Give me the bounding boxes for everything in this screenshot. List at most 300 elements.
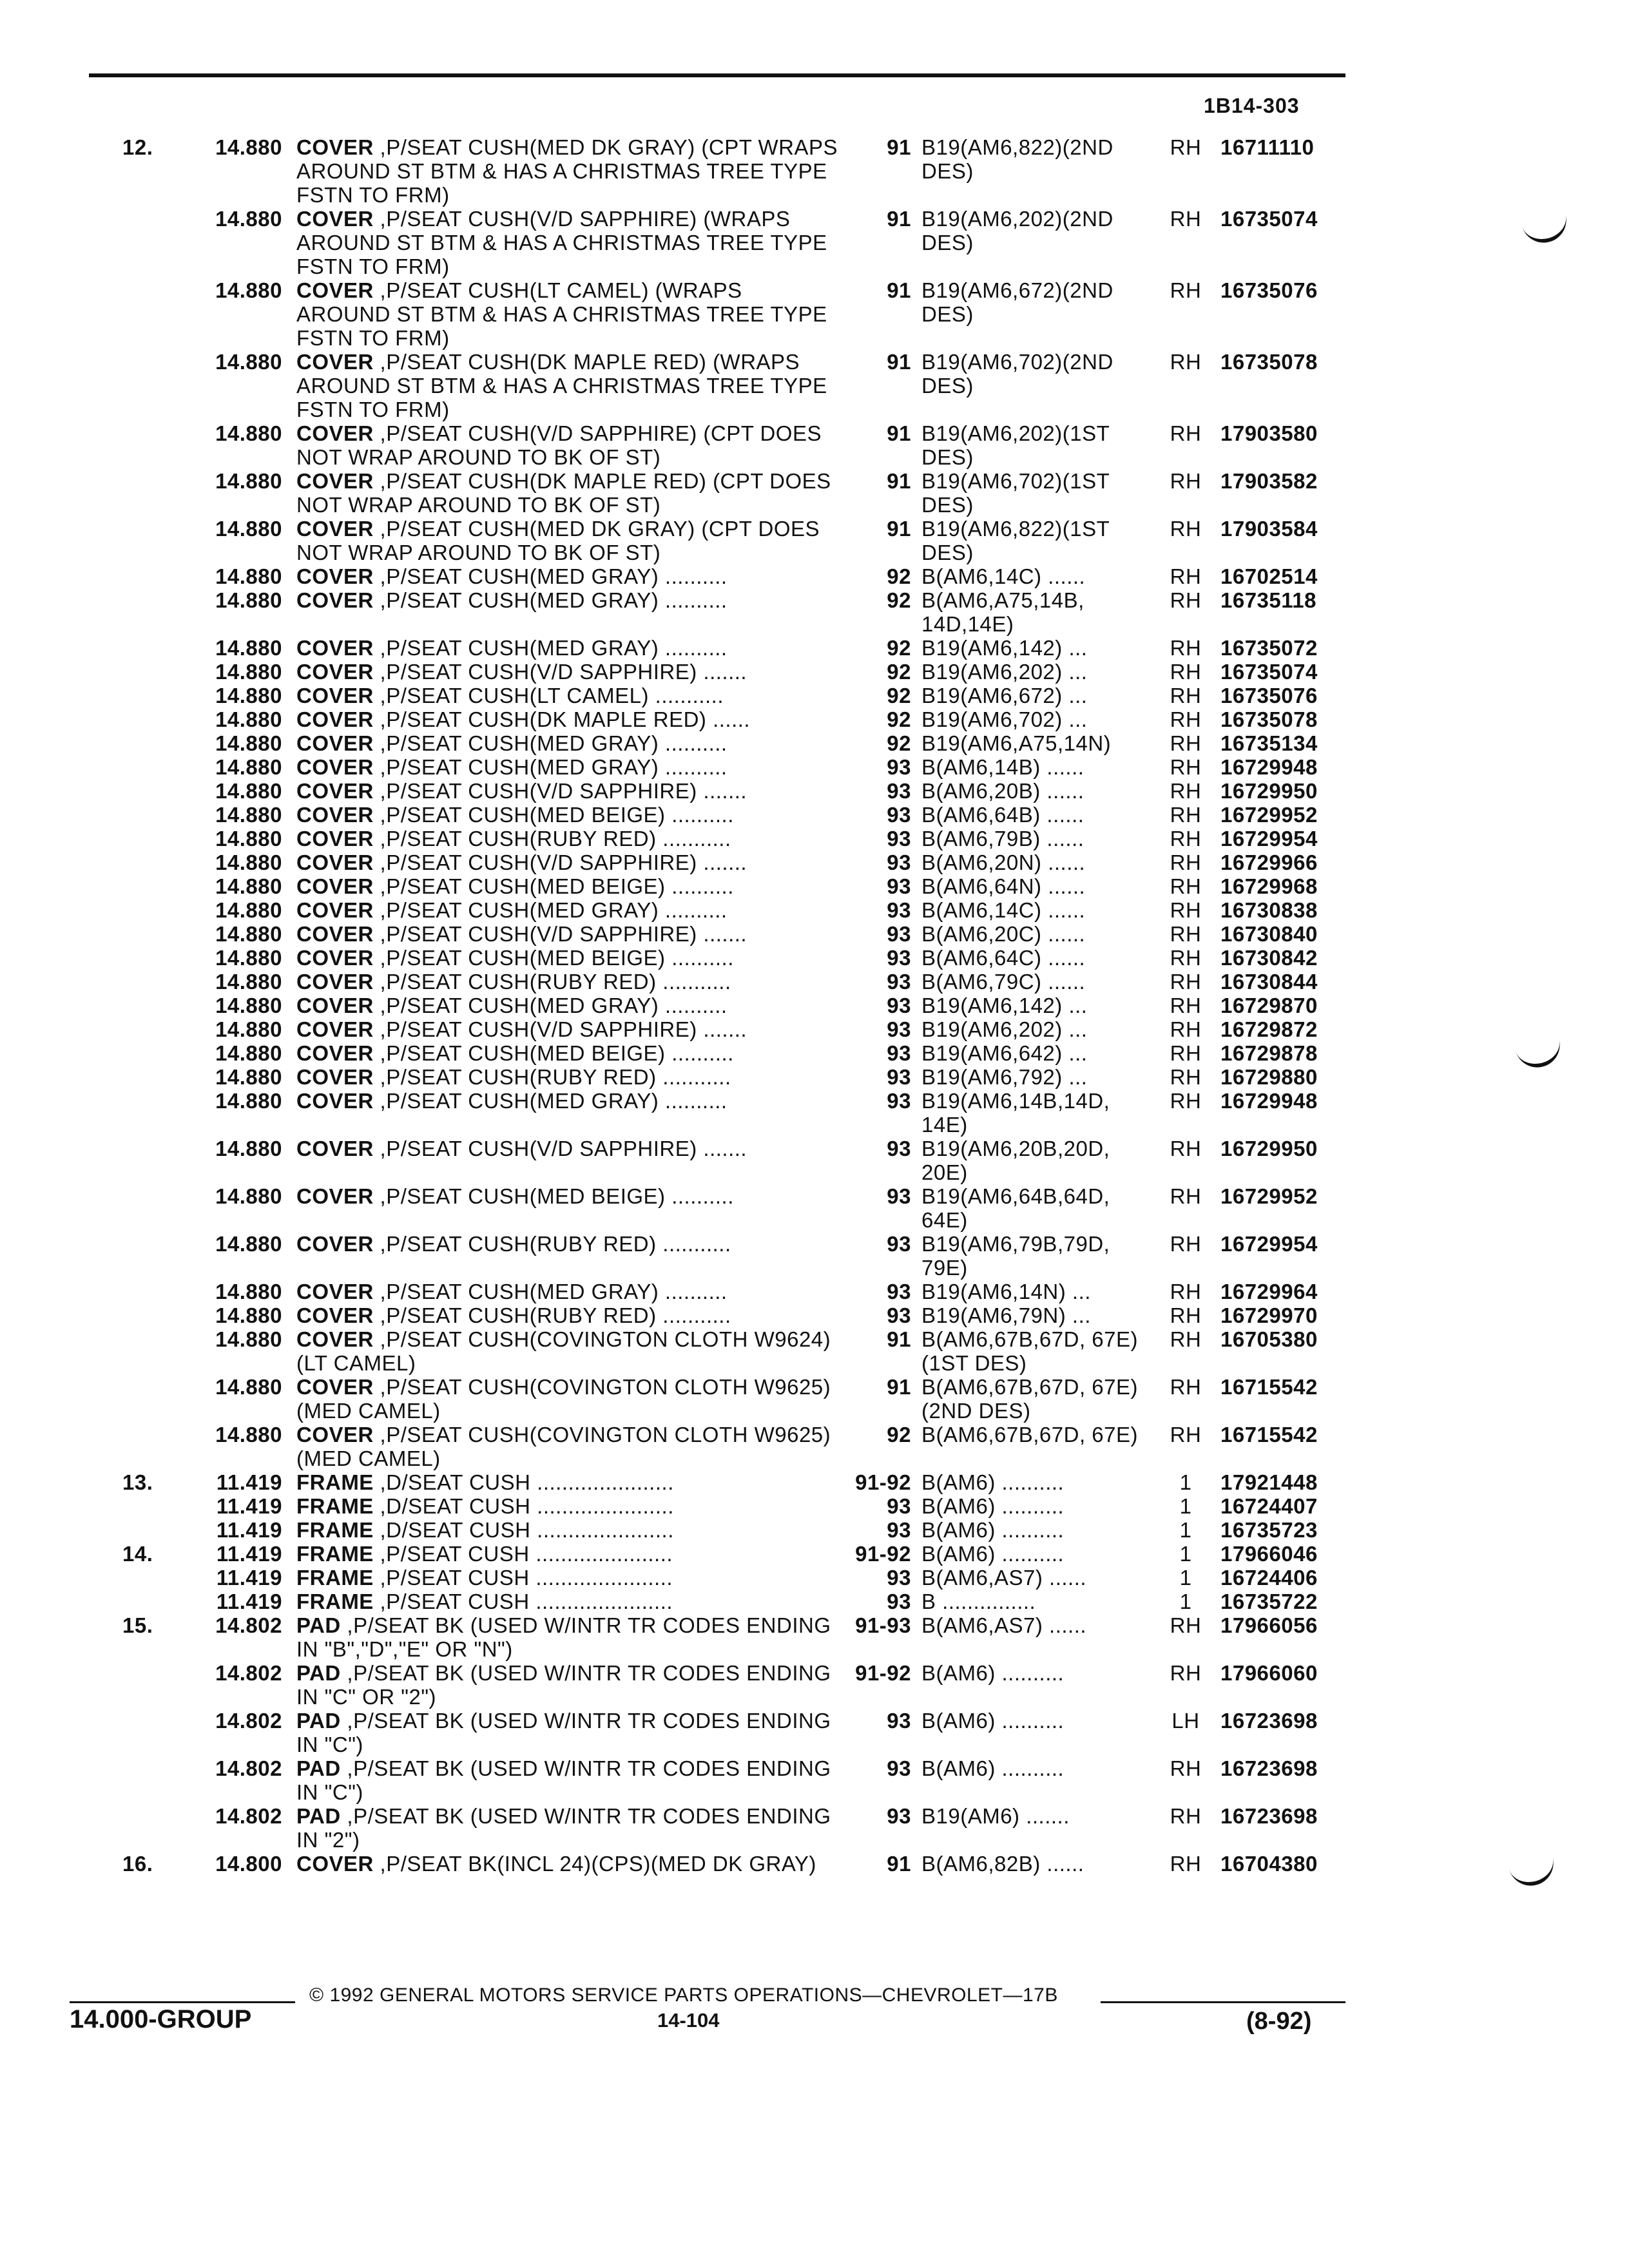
body-code: B19(AM6,64B,64D, 64E) bbox=[921, 1184, 1110, 1232]
part-name: COVER bbox=[296, 898, 374, 922]
part-detail: ,P/SEAT CUSH(MED BEIGE) .......... bbox=[373, 1041, 734, 1065]
part-detail: ,P/SEAT CUSH(MED GRAY) .......... bbox=[373, 588, 728, 612]
table-row bbox=[122, 755, 1360, 779]
part-name: FRAME bbox=[296, 1542, 374, 1566]
part-number: 16730844 bbox=[1220, 970, 1318, 994]
group-number: 11.419 bbox=[216, 1494, 282, 1518]
part-name: COVER bbox=[296, 469, 374, 493]
table-row bbox=[122, 731, 1360, 755]
table-row bbox=[122, 946, 1360, 970]
description bbox=[296, 1137, 844, 1160]
part-number: 16729948 bbox=[1220, 755, 1318, 779]
group-number: 11.419 bbox=[216, 1566, 282, 1590]
part-detail: ,P/SEAT CUSH(V/D SAPPHIRE) (WRAPS AROUND ST BTM & HAS A CHRISTMAS TREE TYPE FSTN TO FRM) bbox=[296, 207, 827, 278]
part-detail: ,P/SEAT CUSH(MED GRAY) .......... bbox=[373, 564, 728, 588]
part-number: 16729872 bbox=[1220, 1017, 1318, 1041]
part-number: 16723698 bbox=[1220, 1804, 1318, 1828]
part-name: COVER bbox=[296, 1089, 374, 1113]
part-detail: ,P/SEAT CUSH(COVINGTON CLOTH W9625)(MED CAMEL) bbox=[296, 1423, 831, 1470]
part-name: COVER bbox=[296, 684, 374, 707]
description bbox=[296, 1709, 844, 1756]
part-number: 16735134 bbox=[1220, 731, 1318, 755]
group-number: 14.880 bbox=[215, 1017, 282, 1041]
table-row bbox=[122, 827, 1360, 850]
table-row bbox=[122, 1280, 1360, 1303]
description bbox=[296, 1852, 844, 1876]
group-number: 11.419 bbox=[216, 1518, 282, 1542]
model-year: 93 bbox=[887, 1518, 911, 1542]
group-number: 14.880 bbox=[215, 660, 282, 684]
part-name: COVER bbox=[296, 660, 374, 684]
group-number: 14.880 bbox=[215, 350, 282, 374]
table-row bbox=[122, 1494, 1360, 1518]
group-number: 14.880 bbox=[215, 1303, 282, 1327]
group-number: 14.880 bbox=[215, 1280, 282, 1303]
table-row bbox=[122, 469, 1360, 517]
quantity: 1 bbox=[1179, 1566, 1192, 1590]
description bbox=[296, 803, 844, 827]
body-code: B19(AM6,79B,79D, 79E) bbox=[921, 1232, 1110, 1280]
scan-mark bbox=[1509, 1857, 1559, 1891]
part-name: COVER bbox=[296, 1280, 374, 1303]
part-number: 16715542 bbox=[1220, 1375, 1318, 1399]
part-number: 16735722 bbox=[1220, 1590, 1318, 1613]
model-year: 91 bbox=[887, 1852, 911, 1876]
body-code: B(AM6,AS7) ...... bbox=[921, 1613, 1087, 1637]
quantity: RH bbox=[1170, 1661, 1202, 1685]
group-number: 14.880 bbox=[215, 684, 282, 707]
model-year: 93 bbox=[887, 850, 911, 874]
part-number: 16702514 bbox=[1220, 564, 1318, 588]
part-number: 16729966 bbox=[1220, 850, 1318, 874]
quantity: RH bbox=[1170, 207, 1202, 231]
part-name: COVER bbox=[296, 755, 374, 779]
quantity: 1 bbox=[1179, 1590, 1192, 1613]
body-code: B19(AM6,142) ... bbox=[921, 994, 1088, 1017]
copyright-notice: © 1992 GENERAL MOTORS SERVICE PARTS OPERATIONS—CHEVROLET—17B bbox=[309, 1984, 1058, 2006]
group-number: 14.880 bbox=[215, 1232, 282, 1256]
table-row bbox=[122, 588, 1360, 636]
part-name: COVER bbox=[296, 946, 374, 970]
part-number: 17966060 bbox=[1220, 1661, 1318, 1685]
group-number: 14.880 bbox=[215, 1375, 282, 1399]
model-year: 91 bbox=[887, 517, 911, 541]
model-year: 93 bbox=[887, 994, 911, 1017]
description bbox=[296, 707, 844, 731]
body-code: B(AM6,64N) ...... bbox=[921, 874, 1086, 898]
description bbox=[296, 1590, 844, 1613]
description bbox=[296, 755, 844, 779]
part-name: COVER bbox=[296, 1065, 374, 1089]
part-number: 16729968 bbox=[1220, 874, 1318, 898]
scan-mark bbox=[1516, 1039, 1565, 1073]
group-number: 14.880 bbox=[215, 827, 282, 850]
part-detail: ,P/SEAT BK (USED W/INTR TR CODES ENDING IN "B","D","E" OR "N") bbox=[296, 1613, 831, 1661]
table-row bbox=[122, 278, 1360, 350]
part-number: 16729878 bbox=[1220, 1041, 1318, 1065]
part-detail: ,P/SEAT BK(INCL 24)(CPS)(MED DK GRAY) bbox=[373, 1852, 816, 1876]
description bbox=[296, 1184, 844, 1208]
model-year: 93 bbox=[887, 755, 911, 779]
table-row bbox=[122, 850, 1360, 874]
part-number: 16729870 bbox=[1220, 994, 1318, 1017]
part-name: COVER bbox=[296, 994, 374, 1017]
group-number: 14.880 bbox=[215, 898, 282, 922]
body-code: B19(AM6,672)(2ND DES) bbox=[921, 278, 1113, 326]
model-year: 91-93 bbox=[855, 1613, 911, 1637]
part-number: 16729952 bbox=[1220, 803, 1318, 827]
part-detail: ,P/SEAT BK (USED W/INTR TR CODES ENDING IN "C") bbox=[296, 1756, 831, 1804]
body-code: B19(AM6,20B,20D, 20E) bbox=[921, 1137, 1110, 1184]
part-number: 16729970 bbox=[1220, 1303, 1318, 1327]
group-number: 14.880 bbox=[215, 564, 282, 588]
group-number: 14.880 bbox=[215, 135, 282, 159]
group-number: 14.880 bbox=[215, 636, 282, 660]
table-row bbox=[122, 1065, 1360, 1089]
model-year: 93 bbox=[887, 1804, 911, 1828]
group-number: 11.419 bbox=[216, 1590, 282, 1613]
quantity: RH bbox=[1170, 994, 1202, 1017]
part-name: COVER bbox=[296, 1137, 374, 1160]
model-year: 92 bbox=[887, 636, 911, 660]
table-row bbox=[122, 1756, 1360, 1804]
body-code: B(AM6,64B) ...... bbox=[921, 803, 1084, 827]
quantity: RH bbox=[1170, 1423, 1202, 1446]
part-name: COVER bbox=[296, 850, 374, 874]
part-name: COVER bbox=[296, 588, 374, 612]
table-row bbox=[122, 779, 1360, 803]
quantity: RH bbox=[1170, 1017, 1202, 1041]
part-number: 16729950 bbox=[1220, 1137, 1318, 1160]
body-code: B(AM6) .......... bbox=[921, 1470, 1065, 1494]
model-year: 92 bbox=[887, 1423, 911, 1446]
part-name: COVER bbox=[296, 1041, 374, 1065]
body-code: B19(AM6,672) ... bbox=[921, 684, 1088, 707]
part-name: PAD bbox=[296, 1756, 341, 1780]
model-year: 91 bbox=[887, 469, 911, 493]
model-year: 92 bbox=[887, 707, 911, 731]
part-number: 16704380 bbox=[1220, 1852, 1318, 1876]
table-row bbox=[122, 684, 1360, 707]
table-row bbox=[122, 636, 1360, 660]
body-code: B(AM6) .......... bbox=[921, 1709, 1065, 1733]
model-year: 91-92 bbox=[855, 1470, 911, 1494]
body-code: B(AM6,67B,67D, 67E)(2ND DES) bbox=[921, 1375, 1138, 1423]
part-number: 16735076 bbox=[1220, 684, 1318, 707]
part-detail: ,P/SEAT CUSH(RUBY RED) ........... bbox=[373, 970, 731, 994]
model-year: 91 bbox=[887, 1375, 911, 1399]
part-detail: ,P/SEAT CUSH(V/D SAPPHIRE) ....... bbox=[373, 1017, 747, 1041]
model-year: 93 bbox=[887, 1065, 911, 1089]
group-number: 14.880 bbox=[215, 755, 282, 779]
part-number: 16729964 bbox=[1220, 1280, 1318, 1303]
part-detail: ,P/SEAT CUSH(COVINGTON CLOTH W9624)(LT CAMEL) bbox=[296, 1327, 831, 1375]
body-code: B(AM6,67B,67D, 67E) bbox=[921, 1423, 1138, 1446]
part-number: 17903580 bbox=[1220, 421, 1318, 445]
description bbox=[296, 1542, 844, 1566]
description bbox=[296, 1423, 844, 1470]
description bbox=[296, 1232, 844, 1256]
table-row bbox=[122, 564, 1360, 588]
table-row bbox=[122, 1184, 1360, 1232]
part-name: FRAME bbox=[296, 1518, 374, 1542]
part-detail: ,P/SEAT CUSH(RUBY RED) ........... bbox=[373, 1232, 731, 1256]
body-code: B19(AM6,14N) ... bbox=[921, 1280, 1091, 1303]
part-name: COVER bbox=[296, 1852, 374, 1876]
part-number: 16729954 bbox=[1220, 1232, 1318, 1256]
description bbox=[296, 827, 844, 850]
part-name: COVER bbox=[296, 350, 374, 374]
description bbox=[296, 135, 844, 207]
model-year: 93 bbox=[887, 1184, 911, 1208]
part-detail: ,P/SEAT CUSH(MED BEIGE) .......... bbox=[373, 803, 734, 827]
description bbox=[296, 684, 844, 707]
quantity: RH bbox=[1170, 898, 1202, 922]
part-detail: ,P/SEAT BK (USED W/INTR TR CODES ENDING IN "C") bbox=[296, 1709, 831, 1756]
description bbox=[296, 731, 844, 755]
part-name: COVER bbox=[296, 278, 374, 302]
table-row bbox=[122, 707, 1360, 731]
model-year: 93 bbox=[887, 946, 911, 970]
model-year: 93 bbox=[887, 1566, 911, 1590]
group-number: 14.880 bbox=[215, 1184, 282, 1208]
quantity: RH bbox=[1170, 1375, 1202, 1399]
revision-date: (8-92) bbox=[1246, 2008, 1312, 2035]
group-number: 14.880 bbox=[215, 1137, 282, 1160]
model-year: 91 bbox=[887, 135, 911, 159]
table-row bbox=[122, 1303, 1360, 1327]
group-number: 14.880 bbox=[215, 850, 282, 874]
part-detail: ,P/SEAT CUSH(V/D SAPPHIRE) ....... bbox=[373, 1137, 747, 1160]
quantity: RH bbox=[1170, 1041, 1202, 1065]
table-row bbox=[122, 994, 1360, 1017]
model-year: 93 bbox=[887, 1232, 911, 1256]
description bbox=[296, 207, 844, 278]
part-name: COVER bbox=[296, 1184, 374, 1208]
body-code: B19(AM6,142) ... bbox=[921, 636, 1088, 660]
quantity: 1 bbox=[1179, 1470, 1192, 1494]
page-reference: 1B14-303 bbox=[1204, 94, 1300, 117]
quantity: RH bbox=[1170, 779, 1202, 803]
quantity: RH bbox=[1170, 135, 1202, 159]
model-year: 92 bbox=[887, 660, 911, 684]
table-row bbox=[122, 1375, 1360, 1423]
model-year: 92 bbox=[887, 588, 911, 612]
body-code: B(AM6) .......... bbox=[921, 1518, 1065, 1542]
description bbox=[296, 1661, 844, 1709]
part-name: COVER bbox=[296, 731, 374, 755]
description bbox=[296, 1375, 844, 1423]
model-year: 93 bbox=[887, 1041, 911, 1065]
part-number: 16729950 bbox=[1220, 779, 1318, 803]
part-name: FRAME bbox=[296, 1470, 374, 1494]
part-number: 16724406 bbox=[1220, 1566, 1318, 1590]
item-number: 16. bbox=[122, 1852, 153, 1876]
part-detail: ,P/SEAT CUSH(DK MAPLE RED) ...... bbox=[373, 707, 751, 731]
group-number: 14.800 bbox=[215, 1852, 282, 1876]
group-number: 14.880 bbox=[215, 970, 282, 994]
table-row bbox=[122, 1661, 1360, 1709]
table-row bbox=[122, 1566, 1360, 1590]
part-name: FRAME bbox=[296, 1590, 374, 1613]
description bbox=[296, 1327, 844, 1375]
quantity: RH bbox=[1170, 1613, 1202, 1637]
part-detail: ,P/SEAT CUSH ...................... bbox=[373, 1542, 673, 1566]
part-number: 16729954 bbox=[1220, 827, 1318, 850]
scan-mark bbox=[1522, 214, 1572, 248]
description bbox=[296, 564, 844, 588]
part-number: 16715542 bbox=[1220, 1423, 1318, 1446]
description bbox=[296, 1041, 844, 1065]
group-number: 14.880 bbox=[215, 1423, 282, 1446]
part-detail: ,P/SEAT BK (USED W/INTR TR CODES ENDING IN "C" OR "2") bbox=[296, 1661, 831, 1709]
table-row bbox=[122, 1327, 1360, 1375]
group-number: 14.880 bbox=[215, 207, 282, 231]
body-code: B19(AM6,702)(2ND DES) bbox=[921, 350, 1113, 398]
part-name: COVER bbox=[296, 1327, 374, 1351]
body-code: B19(AM6) ....... bbox=[921, 1804, 1070, 1828]
group-number: 14.880 bbox=[215, 588, 282, 612]
part-detail: ,P/SEAT CUSH(MED GRAY) .......... bbox=[373, 755, 728, 779]
part-number: 17903584 bbox=[1220, 517, 1318, 541]
model-year: 93 bbox=[887, 898, 911, 922]
part-detail: ,P/SEAT CUSH(MED GRAY) .......... bbox=[373, 636, 728, 660]
part-name: COVER bbox=[296, 1423, 374, 1446]
model-year: 93 bbox=[887, 1590, 911, 1613]
body-code: B19(AM6,14B,14D, 14E) bbox=[921, 1089, 1110, 1137]
part-number: 16735723 bbox=[1220, 1518, 1318, 1542]
part-number: 17921448 bbox=[1220, 1470, 1318, 1494]
description bbox=[296, 994, 844, 1017]
part-number: 16735078 bbox=[1220, 707, 1318, 731]
part-detail: ,P/SEAT CUSH(MED BEIGE) .......... bbox=[373, 1184, 734, 1208]
group-label: 14.000-GROUP bbox=[70, 2005, 252, 2033]
quantity: RH bbox=[1170, 1232, 1202, 1256]
quantity: RH bbox=[1170, 755, 1202, 779]
model-year: 91-92 bbox=[855, 1542, 911, 1566]
model-year: 93 bbox=[887, 803, 911, 827]
description bbox=[296, 636, 844, 660]
page-number: 14-104 bbox=[657, 2009, 720, 2032]
group-number: 14.880 bbox=[215, 469, 282, 493]
part-number: 16730838 bbox=[1220, 898, 1318, 922]
group-number: 14.880 bbox=[215, 707, 282, 731]
part-detail: ,P/SEAT CUSH(RUBY RED) ........... bbox=[373, 1065, 731, 1089]
part-number: 16723698 bbox=[1220, 1709, 1318, 1733]
table-row bbox=[122, 1542, 1360, 1566]
quantity: 1 bbox=[1179, 1542, 1192, 1566]
part-name: COVER bbox=[296, 707, 374, 731]
model-year: 93 bbox=[887, 1280, 911, 1303]
quantity: LH bbox=[1171, 1709, 1200, 1733]
part-number: 16735072 bbox=[1220, 636, 1318, 660]
quantity: RH bbox=[1170, 946, 1202, 970]
part-name: COVER bbox=[296, 135, 374, 159]
footer-rule-right bbox=[1101, 2001, 1345, 2003]
body-code: B(AM6,20B) ...... bbox=[921, 779, 1084, 803]
quantity: RH bbox=[1170, 278, 1202, 302]
part-detail: ,P/SEAT CUSH(MED GRAY) .......... bbox=[373, 1280, 728, 1303]
description bbox=[296, 1280, 844, 1303]
part-detail: ,D/SEAT CUSH ...................... bbox=[373, 1518, 674, 1542]
part-number: 16723698 bbox=[1220, 1756, 1318, 1780]
part-detail: ,P/SEAT CUSH(MED DK GRAY) (CPT WRAPS AROUND ST BTM & HAS A CHRISTMAS TREE TYPE FSTN TO FRM) bbox=[296, 135, 838, 207]
table-row bbox=[122, 1017, 1360, 1041]
group-number: 14.802 bbox=[215, 1756, 282, 1780]
part-detail: ,P/SEAT BK (USED W/INTR TR CODES ENDING IN "2") bbox=[296, 1804, 831, 1852]
quantity: 1 bbox=[1179, 1494, 1192, 1518]
part-name: COVER bbox=[296, 1017, 374, 1041]
part-number: 16730840 bbox=[1220, 922, 1318, 946]
part-number: 16735078 bbox=[1220, 350, 1318, 374]
model-year: 91 bbox=[887, 1327, 911, 1351]
group-number: 14.880 bbox=[215, 1065, 282, 1089]
table-row bbox=[122, 517, 1360, 564]
part-number: 16724407 bbox=[1220, 1494, 1318, 1518]
description bbox=[296, 970, 844, 994]
part-detail: ,P/SEAT CUSH(V/D SAPPHIRE) ....... bbox=[373, 850, 747, 874]
description bbox=[296, 1613, 844, 1661]
description bbox=[296, 588, 844, 612]
quantity: RH bbox=[1170, 1184, 1202, 1208]
table-row bbox=[122, 1041, 1360, 1065]
group-number: 14.880 bbox=[215, 1327, 282, 1351]
quantity: RH bbox=[1170, 684, 1202, 707]
model-year: 93 bbox=[887, 1089, 911, 1113]
body-code: B19(AM6,702)(1ST DES) bbox=[921, 469, 1110, 517]
model-year: 91 bbox=[887, 207, 911, 231]
part-detail: ,P/SEAT CUSH(MED GRAY) .......... bbox=[373, 994, 728, 1017]
table-row bbox=[122, 350, 1360, 421]
table-row bbox=[122, 1470, 1360, 1494]
quantity: RH bbox=[1170, 564, 1202, 588]
quantity: 1 bbox=[1179, 1518, 1192, 1542]
part-detail: ,P/SEAT CUSH(MED DK GRAY) (CPT DOES NOT WRAP AROUND TO BK OF ST) bbox=[296, 517, 820, 564]
group-number: 14.880 bbox=[215, 779, 282, 803]
part-name: COVER bbox=[296, 207, 374, 231]
quantity: RH bbox=[1170, 1065, 1202, 1089]
part-detail: ,P/SEAT CUSH(RUBY RED) ........... bbox=[373, 827, 731, 850]
description bbox=[296, 1804, 844, 1852]
table-row bbox=[122, 803, 1360, 827]
part-name: COVER bbox=[296, 803, 374, 827]
model-year: 93 bbox=[887, 827, 911, 850]
quantity: RH bbox=[1170, 922, 1202, 946]
part-detail: ,D/SEAT CUSH ...................... bbox=[373, 1470, 674, 1494]
model-year: 91-92 bbox=[855, 1661, 911, 1685]
part-detail: ,P/SEAT CUSH ...................... bbox=[373, 1566, 673, 1590]
body-code: B(AM6) .......... bbox=[921, 1494, 1065, 1518]
part-number: 16730842 bbox=[1220, 946, 1318, 970]
quantity: RH bbox=[1170, 421, 1202, 445]
body-code: B(AM6,67B,67D, 67E)(1ST DES) bbox=[921, 1327, 1138, 1375]
part-number: 17903582 bbox=[1220, 469, 1318, 493]
parts-list bbox=[122, 135, 1360, 1876]
quantity: RH bbox=[1170, 1852, 1202, 1876]
table-row bbox=[122, 207, 1360, 278]
part-name: COVER bbox=[296, 1375, 374, 1399]
body-code: B ............... bbox=[921, 1590, 1036, 1613]
body-code: B(AM6,A75,14B, 14D,14E) bbox=[921, 588, 1084, 636]
model-year: 93 bbox=[887, 1017, 911, 1041]
part-name: PAD bbox=[296, 1661, 341, 1685]
header-rule bbox=[89, 73, 1345, 77]
group-number: 14.802 bbox=[215, 1709, 282, 1733]
part-detail: ,P/SEAT CUSH(DK MAPLE RED) (CPT DOES NOT WRAP AROUND TO BK OF ST) bbox=[296, 469, 831, 517]
quantity: RH bbox=[1170, 350, 1202, 374]
body-code: B(AM6,20N) ...... bbox=[921, 850, 1086, 874]
description bbox=[296, 898, 844, 922]
